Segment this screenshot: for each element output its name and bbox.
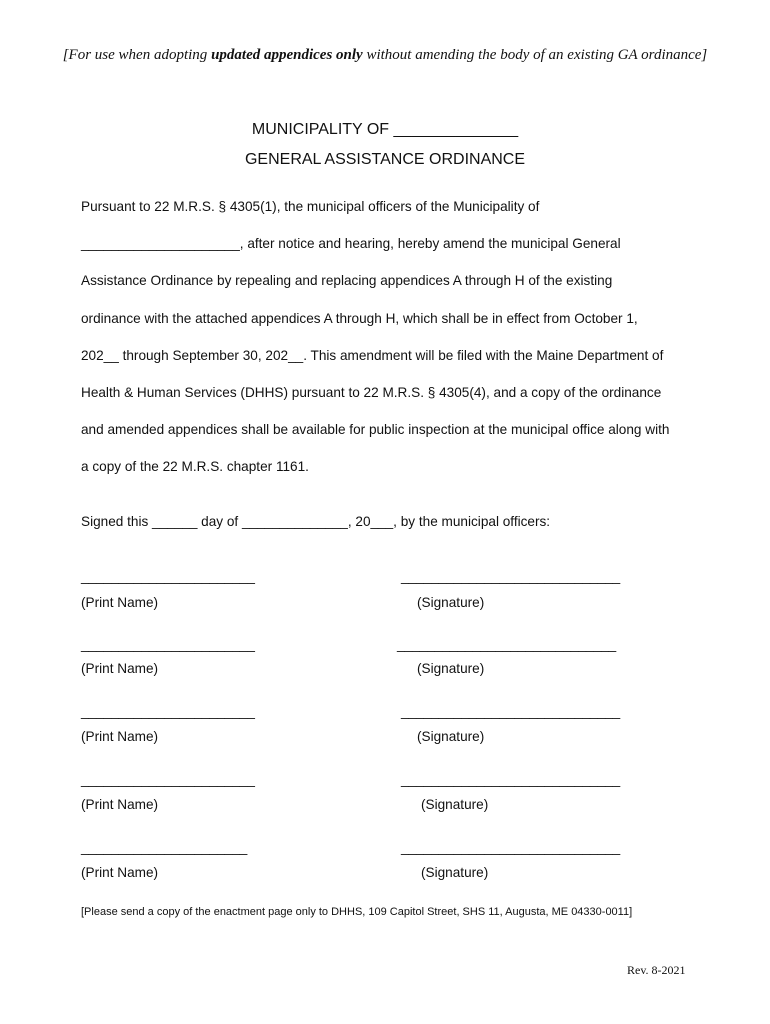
signed-date-line: Signed this ______ day of ______________, 20___, by the municipal officers:	[81, 514, 551, 529]
signature-label: (Signature)	[421, 797, 489, 812]
signature-label: (Signature)	[421, 865, 489, 880]
body-line: _____________________, after notice and hearing, hereby amend the municipal General	[81, 236, 621, 251]
usage-note-before: [For use when adopting	[62, 47, 212, 63]
print-name-label: (Print Name)	[81, 797, 159, 812]
revision-label: Rev. 8-2021	[627, 963, 686, 977]
body-line: a copy of the 22 M.R.S. chapter 1161.	[81, 459, 309, 474]
signature-line: _____________________________	[401, 772, 621, 787]
signature-line: _____________________________	[401, 840, 621, 855]
print-name-label: (Print Name)	[81, 865, 159, 880]
print-name-label: (Print Name)	[81, 729, 159, 744]
municipality-title: MUNICIPALITY OF ______________	[251, 121, 519, 138]
usage-note	[60, 44, 710, 66]
print-name-line: _______________________	[81, 569, 255, 584]
usage-note-after: without amending the body of an existing GA ordinance]	[362, 47, 708, 63]
body-line: Assistance Ordinance by repealing and replacing appendices A through H of the existing	[81, 273, 613, 288]
print-name-label: (Print Name)	[81, 661, 159, 676]
body-line: ordinance with the attached appendices A through H, which shall be in effect from October 1,	[81, 311, 638, 326]
print-name-line: _______________________	[81, 637, 255, 652]
signature-line: _____________________________	[397, 637, 617, 652]
signature-line: _____________________________	[401, 704, 621, 719]
print-name-label: (Print Name)	[81, 595, 159, 610]
body-line: Health & Human Services (DHHS) pursuant to 22 M.R.S. § 4305(4), and a copy of the ordinance	[81, 385, 662, 400]
signature-label: (Signature)	[417, 729, 485, 744]
body-line: 202__ through September 30, 202__. This amendment will be filed with the Maine Department of	[81, 348, 664, 363]
mailing-instructions: [Please send a copy of the enactment page only to DHHS, 109 Capitol Street, SHS 11, Augusta, ME 04330-0011]	[81, 906, 633, 918]
print-name-line: _______________________	[81, 704, 255, 719]
signature-label: (Signature)	[417, 661, 485, 676]
print-name-line: ______________________	[81, 840, 248, 855]
print-name-line: _______________________	[81, 772, 255, 787]
signature-line: _____________________________	[401, 569, 621, 584]
signature-label: (Signature)	[417, 595, 485, 610]
usage-note-emphasis: updated appendices only	[211, 47, 363, 63]
body-line: Pursuant to 22 M.R.S. § 4305(1), the municipal officers of the Municipality of	[81, 199, 540, 214]
body-line: and amended appendices shall be available for public inspection at the municipal office along with	[81, 422, 670, 437]
ordinance-title: GENERAL ASSISTANCE ORDINANCE	[244, 151, 526, 168]
